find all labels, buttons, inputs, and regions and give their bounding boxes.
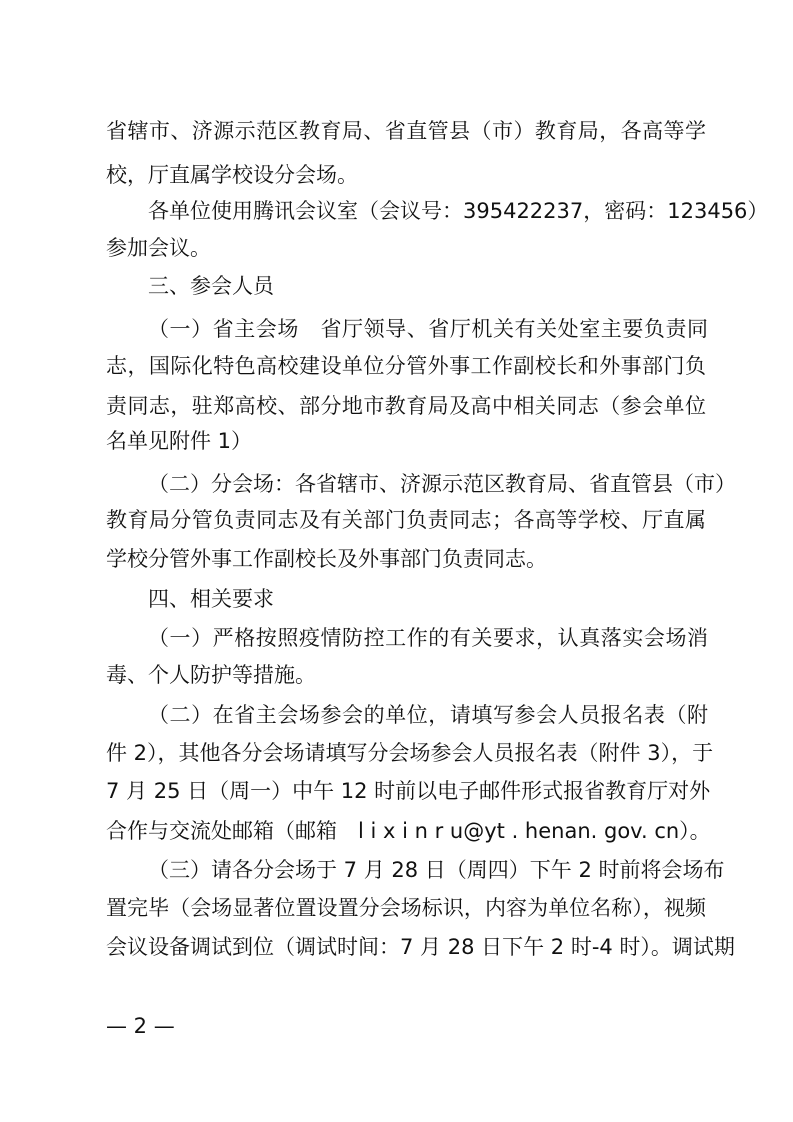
text-line: 各单位使用腾讯会议室（会议号：395422237，密码：123456）: [148, 199, 769, 223]
text-line: 责同志，驻郑高校、部分地市教育局及高中相关同志（参会单位: [106, 394, 706, 418]
section-heading: 四、相关要求: [148, 587, 274, 611]
text-line: 教育局分管负责同志及有关部门负责同志；各高等学校、厅直属: [106, 508, 706, 532]
section-heading: 三、参会人员: [148, 274, 274, 298]
text-line: 7 月 25 日（周一）中午 12 时前以电子邮件形式报省教育厅对外: [106, 779, 711, 803]
text-line: （三）请各分会场于 7 月 28 日（周四）下午 2 时前将会场布: [148, 858, 725, 882]
text-line: 参加会议。: [106, 236, 211, 260]
text-line: 置完毕（会场显著位置设置分会场标识，内容为单位名称），视频: [106, 896, 706, 920]
text-line: （二）在省主会场参会的单位，请填写参会人员报名表（附: [148, 703, 708, 727]
text-line: 学校分管外事工作副校长及外事部门负责同志。: [106, 547, 547, 571]
text-line: 会议设备调试到位（调试时间：7 月 28 日下午 2 时-4 时）。调试期: [106, 935, 735, 959]
text-line: 校，厅直属学校设分会场。: [106, 163, 358, 187]
text-line: （一）省主会场 省厅领导、省厅机关有关处室主要负责同: [148, 317, 708, 341]
text-line: 省辖市、济源示范区教育局、省直管县（市）教育局，各高等学: [106, 119, 706, 143]
text-line: 毒、个人防护等措施。: [106, 663, 316, 687]
text-line: 名单见附件 1）: [106, 429, 253, 453]
text-line: 合作与交流处邮箱（邮箱 l i x i n r u@yt . henan. gov. cn）。: [106, 819, 711, 843]
text-line: 志，国际化特色高校建设单位分管外事工作副校长和外事部门负: [106, 354, 706, 378]
page-number: — 2 —: [106, 1014, 175, 1038]
text-line: （二）分会场：各省辖市、济源示范区教育局、省直管县（市）: [148, 472, 736, 496]
text-line: （一）严格按照疫情防控工作的有关要求，认真落实会场消: [148, 626, 708, 650]
text-line: 件 2），其他各分会场请填写分会场参会人员报名表（附件 3），于: [106, 741, 714, 765]
